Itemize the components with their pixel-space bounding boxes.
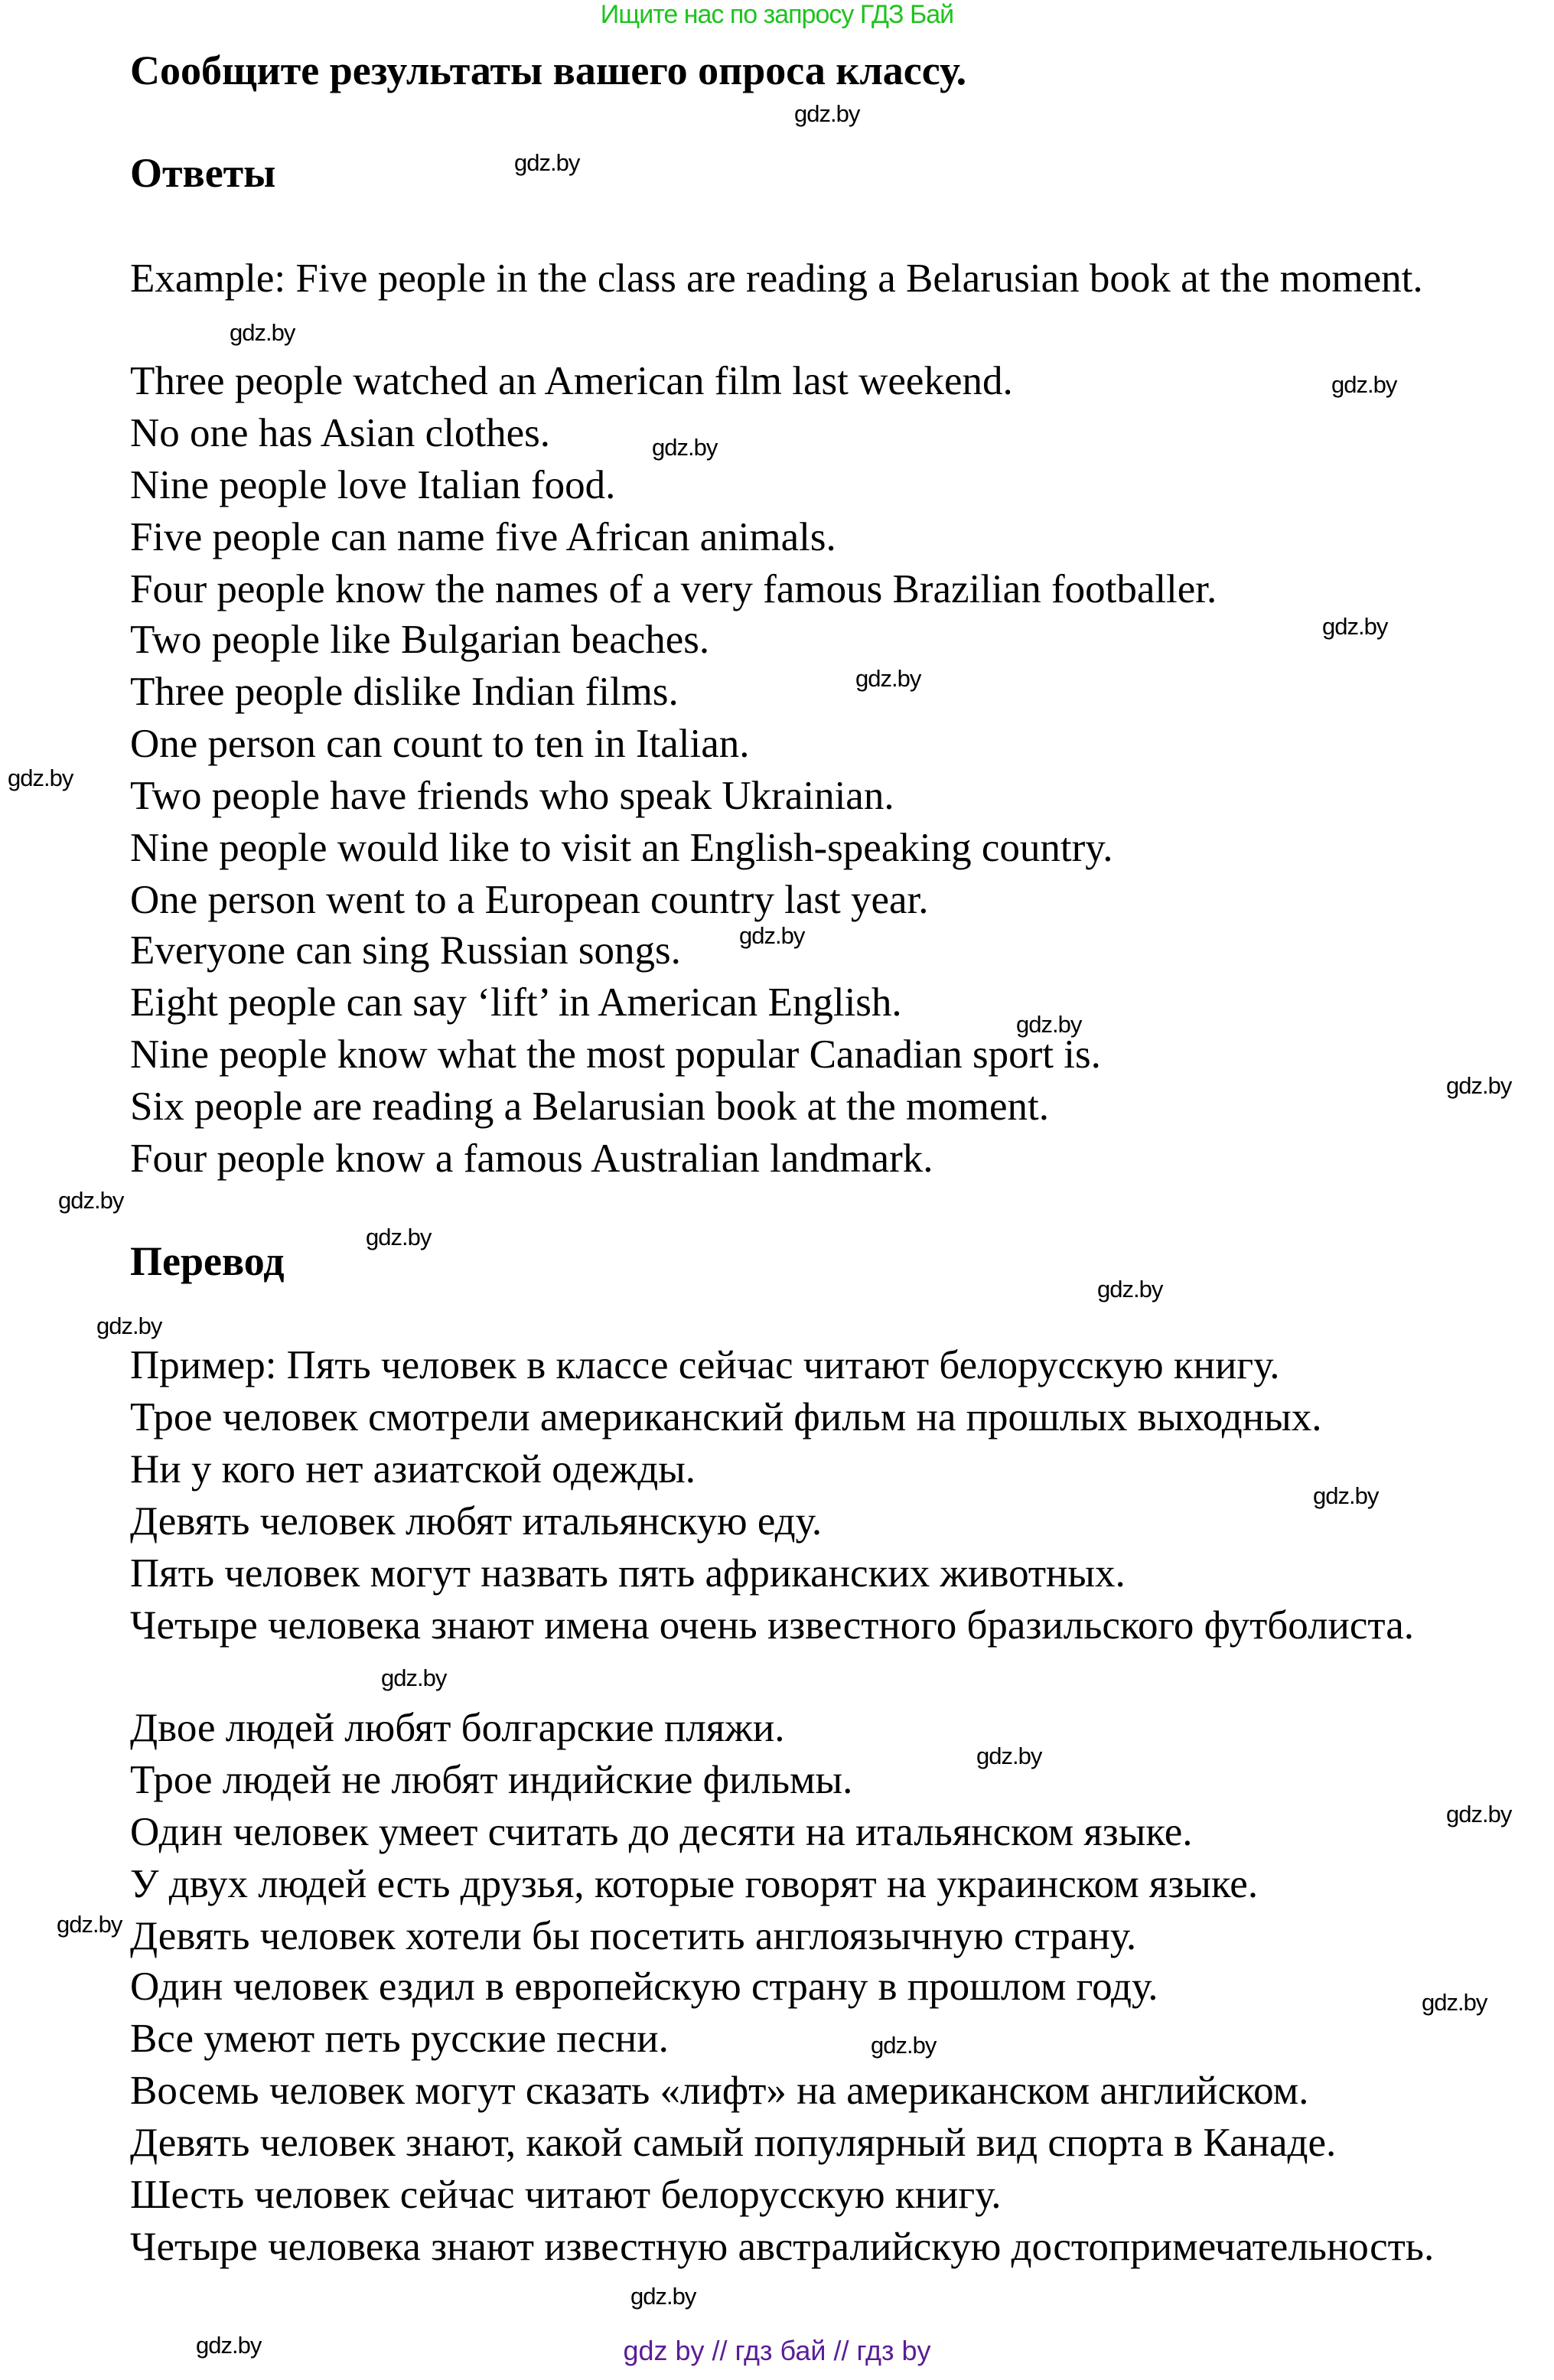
watermark: gdz.by	[514, 149, 580, 176]
watermark: gdz.by	[57, 1911, 122, 1938]
answer-line: Five people can name five African animals.	[130, 515, 836, 559]
answer-line: Three people watched an American film last weekend.	[130, 359, 1013, 403]
answer-line: One person went to a European country last year.	[130, 878, 929, 922]
translation-line: Двое людей любят болгарские пляжи.	[130, 1706, 785, 1750]
watermark: gdz.by	[230, 319, 295, 346]
translation-line: У двух людей есть друзья, которые говорят на украинском языке.	[130, 1862, 1259, 1906]
translation-line: Все умеют петь русские песни.	[130, 2016, 669, 2061]
answer-line: Two people have friends who speak Ukrainian.	[130, 774, 894, 818]
watermark: gdz.by	[1446, 1072, 1512, 1099]
watermark: gdz.by	[976, 1743, 1042, 1769]
watermark: gdz.by	[196, 2332, 262, 2359]
translation-line: Шесть человек сейчас читают белорусскую книгу.	[130, 2173, 1002, 2217]
translation-line: Девять человек хотели бы посетить англоязычную страну.	[130, 1914, 1137, 1958]
watermark: gdz.by	[1097, 1276, 1163, 1302]
translation-line: Ни у кого нет азиатской одежды.	[130, 1447, 696, 1492]
watermark: gdz.by	[630, 2283, 696, 2310]
translation-line: Четыре человека знают известную австралийскую достопримечательность.	[130, 2225, 1435, 2269]
search-banner: Ищите нас по запросу ГДЗ Бай	[600, 0, 954, 29]
translation-line: Пример: Пять человек в классе сейчас читают белорусскую книгу.	[130, 1343, 1280, 1387]
answer-line: Four people know the names of a very famous Brazilian footballer.	[130, 567, 1217, 611]
watermark: gdz.by	[8, 765, 73, 791]
watermark: gdz.by	[871, 2032, 937, 2059]
translation-line: Трое человек смотрели американский фильм на прошлых выходных.	[130, 1395, 1322, 1439]
translation-line: Восемь человек могут сказать «лифт» на американском английском.	[130, 2069, 1309, 2113]
answers-heading: Ответы	[130, 150, 276, 196]
answer-line: One person can count to ten in Italian.	[130, 722, 750, 766]
watermark: gdz.by	[794, 100, 860, 127]
watermark: gdz.by	[652, 434, 718, 461]
translation-line: Пять человек могут назвать пять африканских животных.	[130, 1551, 1126, 1596]
translation-heading: Перевод	[130, 1238, 285, 1284]
watermark: gdz.by	[96, 1312, 162, 1339]
answer-line: Nine people love Italian food.	[130, 463, 616, 507]
translation-line: Один человек ездил в европейскую страну в прошлом году.	[130, 1964, 1158, 2009]
translation-line: Один человек умеет считать до десяти на итальянском языке.	[130, 1810, 1193, 1854]
watermark: gdz.by	[739, 922, 805, 949]
answer-line: Two people like Bulgarian beaches.	[130, 618, 710, 662]
answer-line: Nine people know what the most popular Canadian sport is.	[130, 1032, 1101, 1077]
watermark: gdz.by	[1446, 1801, 1512, 1827]
watermark: gdz.by	[58, 1187, 124, 1214]
answer-line: Nine people would like to visit an English-speaking country.	[130, 826, 1113, 870]
watermark: gdz.by	[381, 1664, 447, 1691]
answer-line: Example: Five people in the class are reading a Belarusian book at the moment.	[130, 256, 1423, 301]
answer-line: Three people dislike Indian films.	[130, 670, 679, 714]
translation-line: Четыре человека знают имена очень известного бразильского футболиста.	[130, 1603, 1414, 1648]
answer-line: Eight people can say ‘lift’ in American English.	[130, 980, 902, 1025]
watermark: gdz.by	[366, 1224, 432, 1250]
watermark: gdz.by	[1422, 1989, 1487, 2016]
footer-links[interactable]: gdz by // гдз бай // гдз by	[623, 2335, 931, 2366]
translation-line: Девять человек любят итальянскую еду.	[130, 1499, 823, 1544]
watermark: gdz.by	[1016, 1011, 1082, 1038]
translation-line: Девять человек знают, какой самый популярный вид спорта в Канаде.	[130, 2121, 1337, 2165]
translation-line: Трое людей не любят индийские фильмы.	[130, 1758, 853, 1802]
answer-line: No one has Asian clothes.	[130, 411, 551, 455]
watermark: gdz.by	[855, 665, 921, 692]
answer-line: Six people are reading a Belarusian book at the moment.	[130, 1084, 1049, 1129]
watermark: gdz.by	[1331, 371, 1397, 398]
answer-line: Four people know a famous Australian landmark.	[130, 1136, 933, 1181]
page-title: Сообщите результаты вашего опроса классу.	[130, 47, 967, 93]
watermark: gdz.by	[1322, 613, 1388, 640]
answer-line: Everyone can sing Russian songs.	[130, 928, 681, 973]
watermark: gdz.by	[1313, 1482, 1379, 1509]
